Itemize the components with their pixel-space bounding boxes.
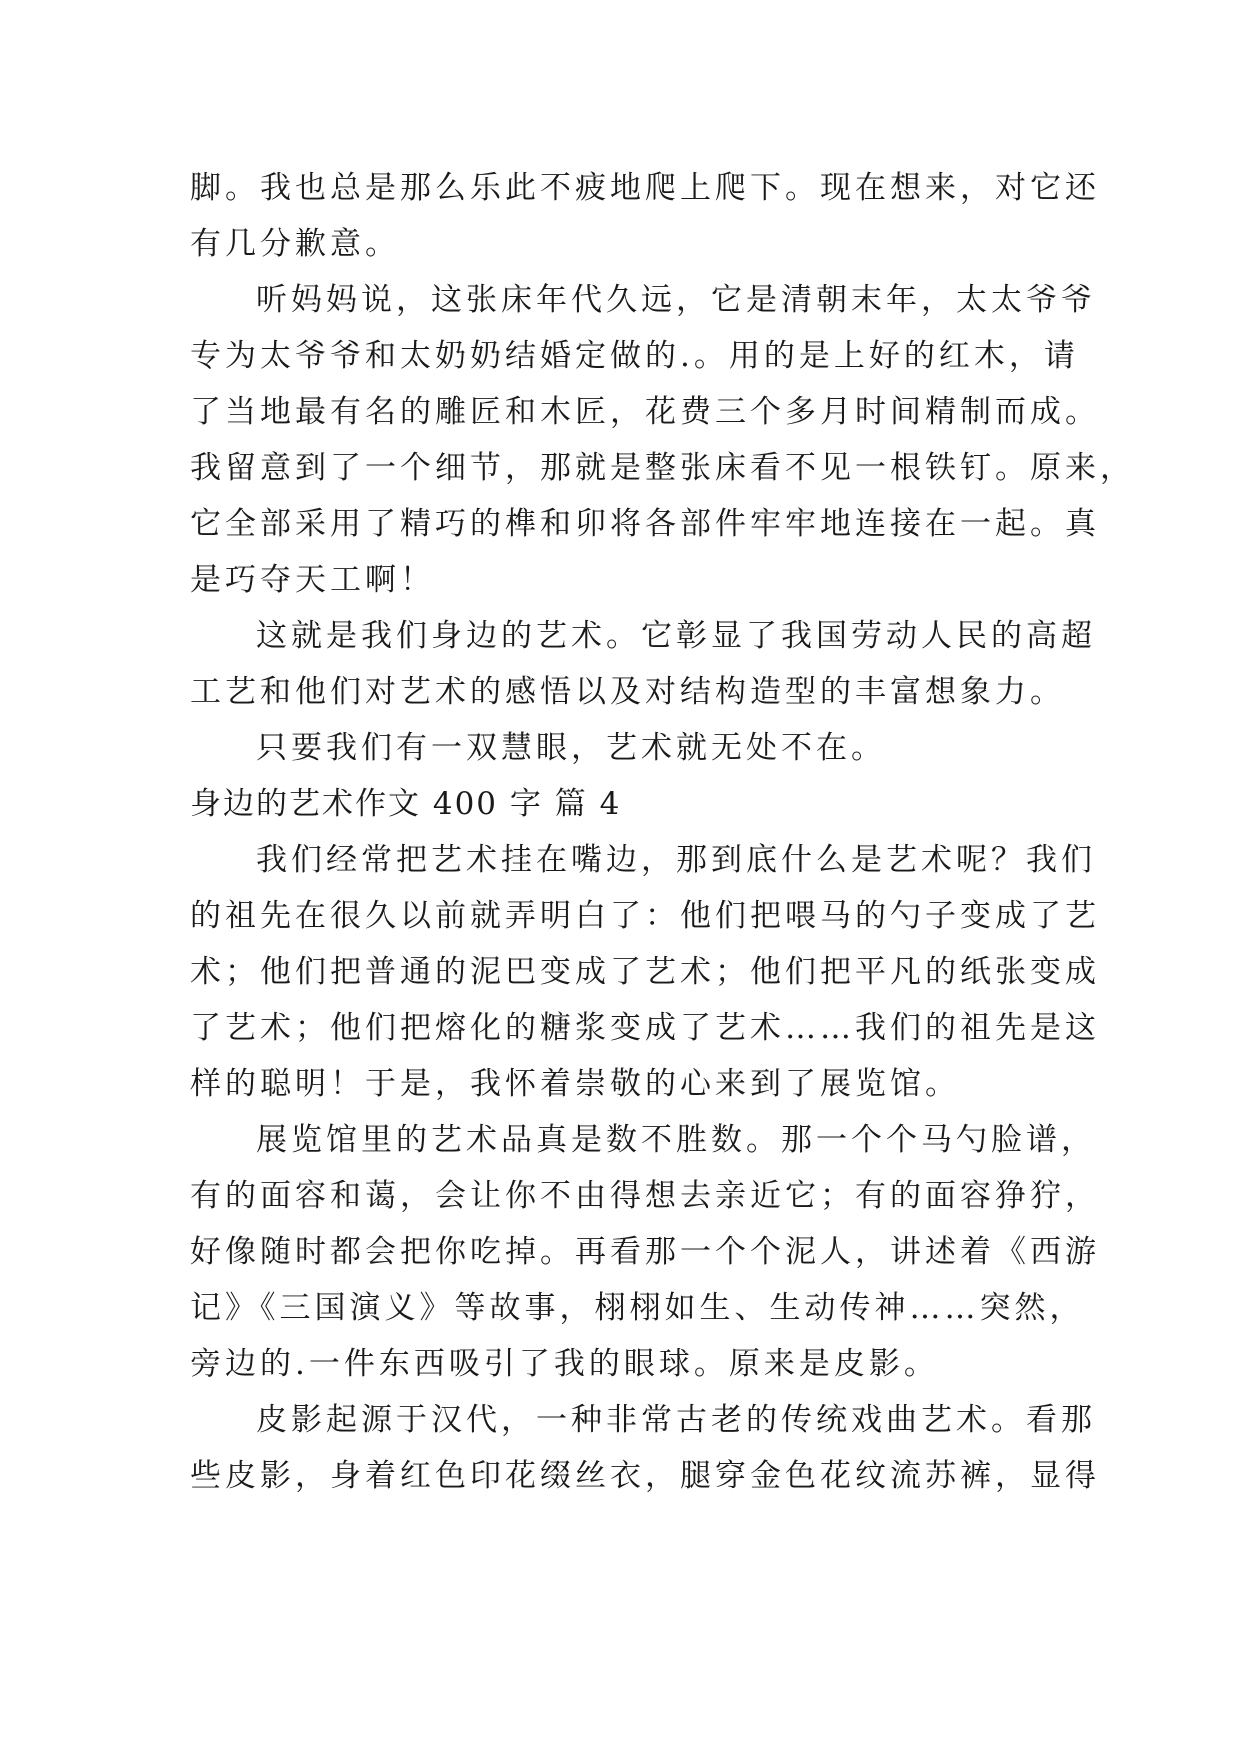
text-line: 它全部采用了精巧的榫和卯将各部件牢牢地连接在一起。真: [190, 506, 1100, 542]
text-line: 好像随时都会把你吃掉。再看那一个个泥人，讲述着《西游: [190, 1234, 1100, 1270]
text-line: 记》《三国演义》等故事，栩栩如生、生动传神……突然，: [190, 1290, 1085, 1326]
section-heading: 身边的艺术作文 400 字 篇 4: [190, 786, 622, 822]
text-line: 有几分歉意。: [190, 226, 400, 262]
text-line: 有的面容和蔼，会让你不由得想去亲近它；有的面容狰狞，: [190, 1178, 1100, 1214]
text-line: 些皮影，身着红色印花缀丝衣，腿穿金色花纹流苏裤，显得: [190, 1458, 1100, 1494]
text-line: 专为太爷爷和太奶奶结婚定做的.。用的是上好的红木，请: [190, 338, 1079, 374]
document-body: [190, 160, 1135, 1504]
text-line: 工艺和他们对艺术的感悟以及对结构造型的丰富想象力。: [190, 674, 1065, 710]
text-line: 我们经常把艺术挂在嘴边，那到底什么是艺术呢？我们: [256, 842, 1096, 878]
text-line: 只要我们有一双慧眼，艺术就无处不在。: [256, 730, 886, 766]
text-line: 是巧夺天工啊！: [190, 562, 435, 598]
text-line: 样的聪明！于是，我怀着崇敬的心来到了展览馆。: [190, 1066, 960, 1102]
text-line: 我留意到了一个细节，那就是整张床看不见一根铁钉。原来，: [190, 450, 1135, 486]
text-line: 脚。我也总是那么乐此不疲地爬上爬下。现在想来，对它还: [190, 170, 1100, 206]
text-line: 这就是我们身边的艺术。它彰显了我国劳动人民的高超: [256, 618, 1096, 654]
text-line: 了艺术；他们把熔化的糖浆变成了艺术……我们的祖先是这: [190, 1010, 1100, 1046]
text-line: 了当地最有名的雕匠和木匠，花费三个多月时间精制而成。: [190, 394, 1100, 430]
text-line: 展览馆里的艺术品真是数不胜数。那一个个马勺脸谱，: [256, 1122, 1096, 1158]
text-line: 的祖先在很久以前就弄明白了：他们把喂马的勺子变成了艺: [190, 898, 1100, 934]
text-line: 旁边的.一件东西吸引了我的眼球。原来是皮影。: [190, 1346, 939, 1382]
text-line: 听妈妈说，这张床年代久远，它是清朝末年，太太爷爷: [256, 282, 1096, 318]
text-line: 皮影起源于汉代，一种非常古老的传统戏曲艺术。看那: [256, 1402, 1096, 1438]
text-line: 术；他们把普通的泥巴变成了艺术；他们把平凡的纸张变成: [190, 954, 1100, 990]
